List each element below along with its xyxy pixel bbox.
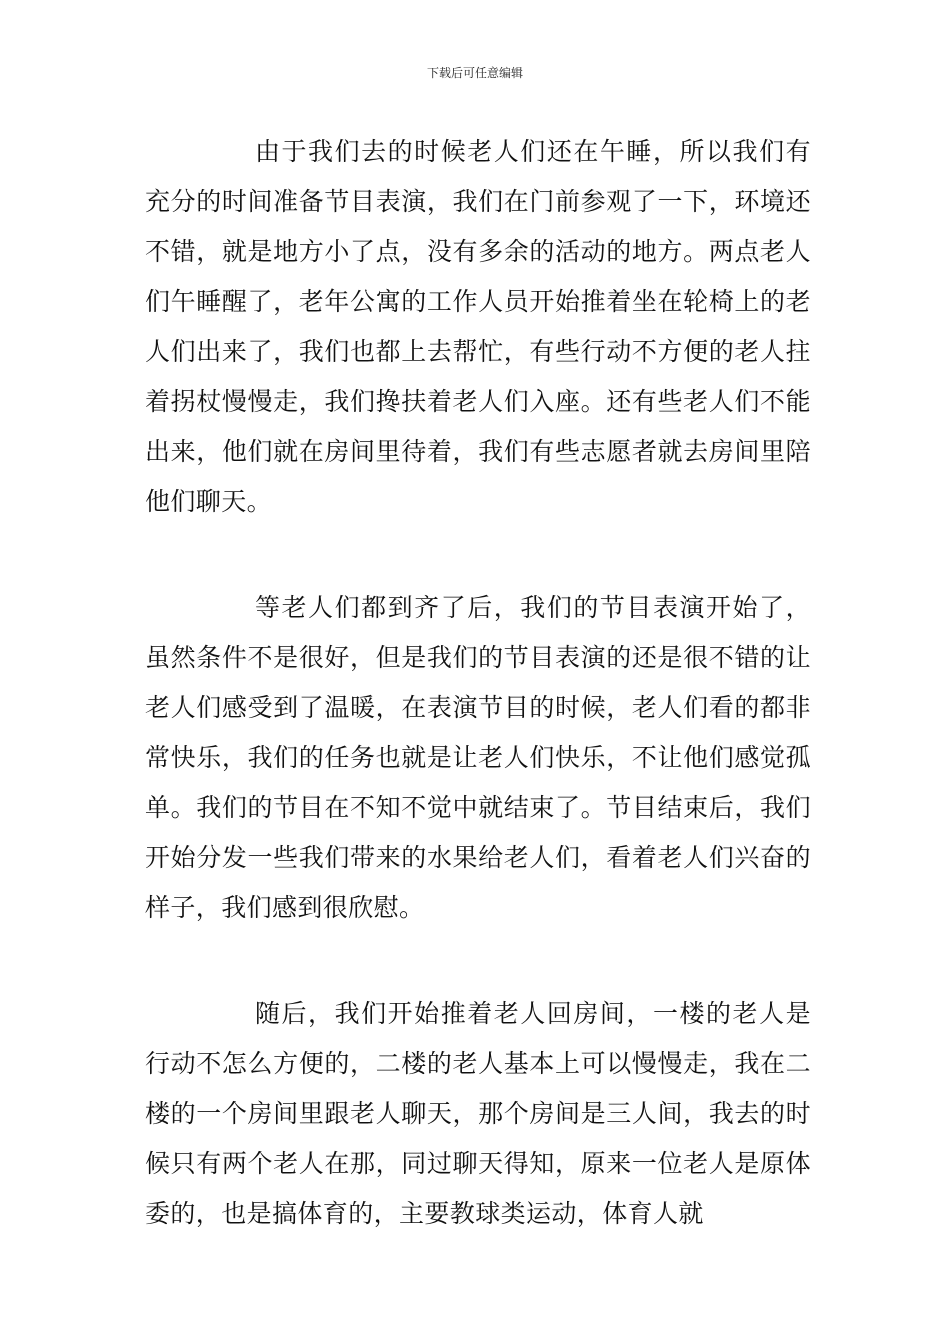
document-body bbox=[145, 127, 811, 1239]
paragraph-3: 随后，我们开始推着老人回房间，一楼的老人是行动不怎么方便的，二楼的老人基本上可以慢慢走，我在二楼的一个房间里跟老人聊天，那个房间是三人间，我去的时候只有两个老人在那，同过聊天得知，原来一位老人是原体委的，也是搞体育的，主要教球类运动，体育人就 bbox=[145, 999, 811, 1228]
paragraph-spacer bbox=[145, 527, 811, 583]
page-header: 下载后可任意编辑 bbox=[426, 66, 523, 80]
paragraph-2: 等老人们都到齐了后，我们的节目表演开始了，虽然条件不是很好，但是我们的节目表演的还是很不错的让老人们感受到了温暖，在表演节目的时候，老人们看的都非常快乐，我们的任务也就是让老人们快乐，不让他们感觉孤单。我们的节目在不知不觉中就结束了。节目结束后，我们开始分发一些我们带来的水果给老人们，看着老人们兴奋的样子，我们感到很欣慰。 bbox=[145, 593, 811, 922]
paragraph-spacer bbox=[145, 933, 811, 989]
paragraph-1: 由于我们去的时候老人们还在午睡，所以我们有充分的时间准备节目表演，我们在门前参观了一下，环境还不错，就是地方小了点，没有多余的活动的地方。两点老人们午睡醒了，老年公寓的工作人员开始推着坐在轮椅上的老人们出来了，我们也都上去帮忙，有些行动不方便的老人拄着拐杖慢慢走，我们搀扶着老人们入座。还有些老人们不能出来，他们就在房间里待着，我们有些志愿者就去房间里陪他们聊天。 bbox=[145, 137, 811, 516]
